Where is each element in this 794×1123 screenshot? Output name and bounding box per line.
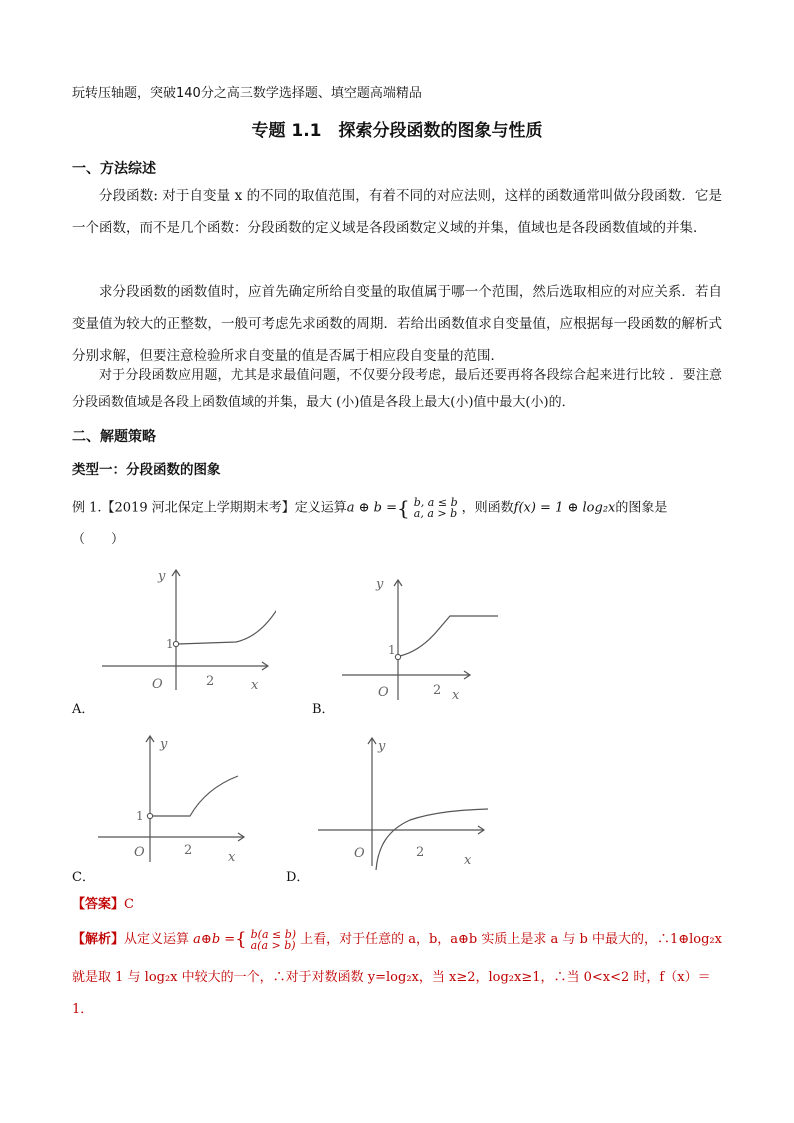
two-label: 2 <box>433 683 442 698</box>
paragraph-definition: 分段函数: 对于自变量 x 的不同的取值范围，有着不同的对应法则，这样的函数通常叫做分段函数．它是一个函数，而不是几个函数：分段函数的定义域是各段函数定义域的并集，值域也是各段函数值域的并集． <box>72 188 722 236</box>
graph-a <box>96 562 276 697</box>
analysis-line-2: 就是取 1 与 log₂x 中较大的一个，∴对于对数函数 y=log₂x，当 x≥2，log₂x≥1，∴当 0<x<2 时，f（x）＝ <box>72 970 711 985</box>
two-label: 2 <box>416 845 425 860</box>
paragraph-application: 对于分段函数应用题，尤其是求最值问题，不仅要分段考虑，最后还要再将各段综合起来进行比较 ．要注意分段函数值域是各段上函数值域的并集，最大 (小)值是各段上最大(小)值中最大(小)的． <box>72 368 722 410</box>
origin-label: O <box>152 677 163 692</box>
y-label: y <box>376 577 384 592</box>
x-label: x <box>464 853 472 868</box>
graph-d <box>314 730 494 870</box>
paragraph-evaluation: 求分段函数的函数值时，应首先确定所给自变量的取值属于哪一个范围，然后选取相应的对应关系．若自变量值为较大的正整数，一般可考虑先求函数的周期．若给出函数值求自变量值，应根据每一段函数的解析式分别求解，但要注意检验所求自变量的值是否属于相应段自变量的范围． <box>72 284 722 364</box>
analysis-line-1: 【解析】从定义运算 a⊕b ={ b(a ≤ b) a(a > b) 上看，对于任意的 a，b，a⊕b 实质上是求 a 与 b 中最大的，∴1⊕log₂x <box>72 927 722 952</box>
analysis-op: a⊕b = <box>193 932 236 947</box>
option-c[interactable]: C． <box>72 870 95 885</box>
open-point <box>147 813 152 818</box>
graph-b <box>338 568 503 703</box>
option-a[interactable]: A． <box>72 702 95 717</box>
operation-symbol: a ⊕ b = <box>346 500 398 516</box>
option-d[interactable]: D． <box>286 870 310 885</box>
x-label: x <box>452 688 460 703</box>
one-label: 1 <box>166 637 174 651</box>
two-label: 2 <box>206 674 215 689</box>
type-heading: 类型一：分段函数的图象 <box>72 462 221 478</box>
analysis-case-two: a(a > b) <box>250 938 296 952</box>
example-question: 例 1.【2019 河北保定上学期期末考】定义运算a ⊕ b ={ b, a ≤ b a, a > b ，则函数f(x) = 1 ⊕ log₂x的图象是 <box>72 496 668 520</box>
origin-label: O <box>354 846 365 861</box>
option-b[interactable]: B． <box>312 702 335 717</box>
page-title: 专题 1.1 探索分段函数的图象与性质 <box>251 121 543 141</box>
case-two: a, a > b <box>413 507 458 520</box>
y-label: y <box>378 739 386 754</box>
section-heading-methods: 一、方法综述 <box>72 161 156 177</box>
analysis-cases <box>251 929 296 951</box>
piecewise-cases <box>414 497 458 519</box>
two-label: 2 <box>184 843 193 858</box>
answer-label: 【答案】 <box>72 897 125 912</box>
graph-c <box>94 730 254 865</box>
document-header: 玩转压轴题，突破140分之高三数学选择题、填空题高端精品 <box>72 86 422 101</box>
analysis-text-1: 从定义运算 <box>124 932 190 947</box>
function-expression: f(x) = 1 ⊕ log₂x <box>513 500 616 516</box>
origin-label: O <box>378 685 389 700</box>
y-label: y <box>158 569 166 584</box>
y-label: y <box>160 737 168 752</box>
open-point <box>173 641 178 646</box>
graph-curve <box>152 776 238 816</box>
x-label: x <box>228 850 236 865</box>
graph-curve <box>178 608 276 644</box>
analysis-case-one: b(a ≤ b) <box>250 927 297 941</box>
answer-blank: （ ） <box>72 532 125 547</box>
graph-curve <box>400 616 498 656</box>
section-heading-strategies: 二、解题策略 <box>72 429 156 445</box>
answer-value: C <box>124 897 134 912</box>
example-mid: ，则函数 <box>461 500 514 516</box>
example-prefix: 例 1.【2019 河北保定上学期期末考】定义运算 <box>72 500 347 516</box>
x-label: x <box>251 678 259 693</box>
open-point <box>395 654 400 659</box>
one-label: 1 <box>136 809 144 823</box>
example-suffix: 的图象是 <box>615 500 668 516</box>
analysis-text-2: 上看，对于任意的 a，b，a⊕b 实质上是求 a 与 b 中最大的，∴1⊕log₂x <box>300 932 722 947</box>
analysis-label: 【解析】 <box>72 932 125 947</box>
analysis-line-3: 1． <box>72 1002 94 1017</box>
origin-label: O <box>134 845 145 860</box>
case-one: b, a ≤ b <box>413 496 458 509</box>
one-label: 1 <box>388 643 396 657</box>
answer-line <box>72 893 134 912</box>
